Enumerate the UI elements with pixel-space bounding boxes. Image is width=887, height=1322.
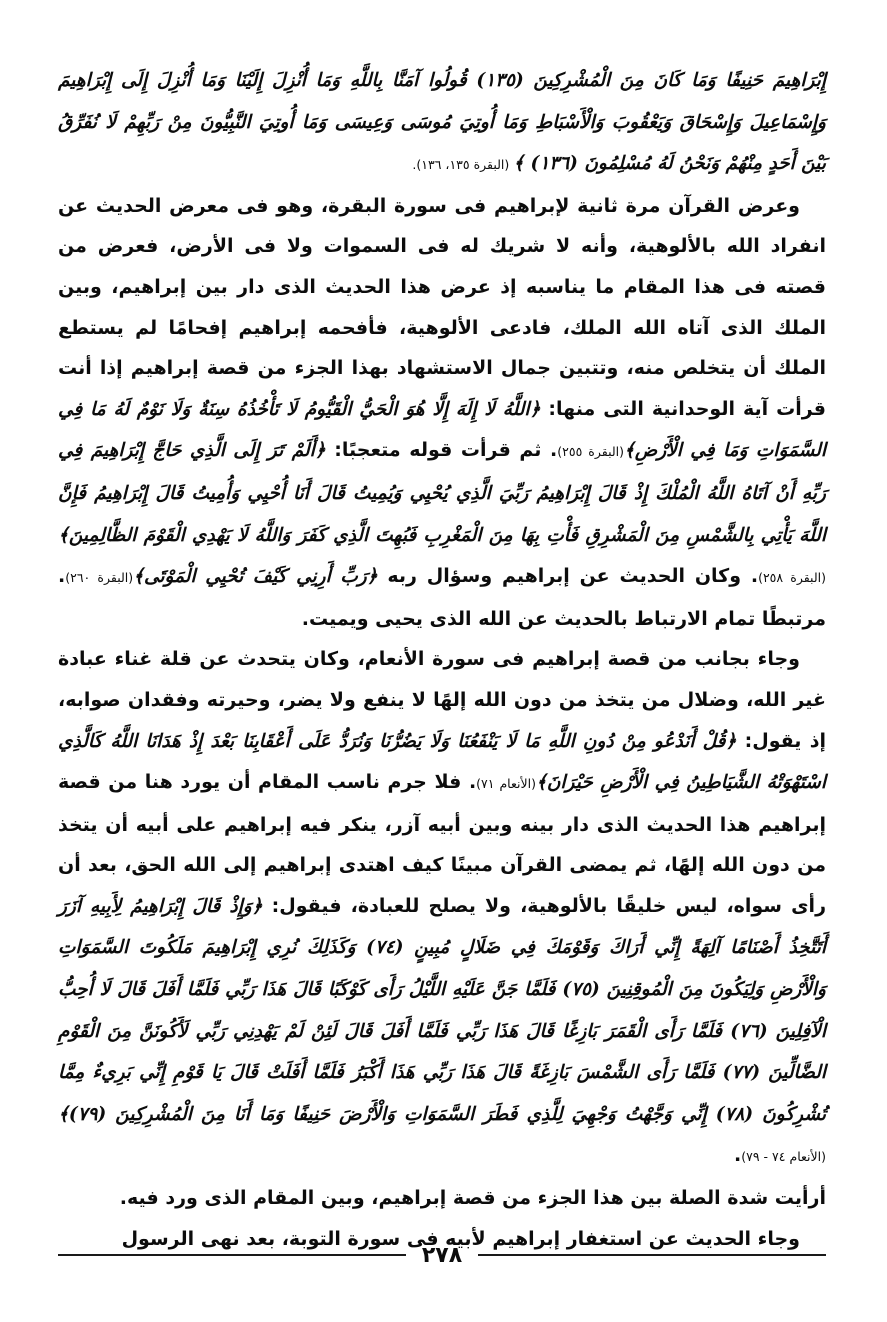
quran-verse: ﴿وَإِذْ قَالَ إِبْرَاهِيمُ لِأَبِيهِ آزَرَ أَتَتَّخِذُ أَصْنَامًا آلِهَةً إِنِّي أَرَاكَ وَقَوْمَكَ فِي ضَلَالٍ مُبِينٍ (٧٤) وَكَذَلِكَ نُرِي إِبْرَاهِيمَ مَلَكُوتَ السَّمَوَاتِ وَالْأَرْضِ وَلِيَكُونَ مِنَ الْمُوقِنِينَ (٧٥) فَلَمَّا جَنَّ عَلَيْهِ اللَّيْلُ رَأَى كَوْكَبًا قَالَ هَذَا رَبِّي فَلَمَّا أَفَلَ قَالَ لَا أُحِبُّ الْآفِلِينَ (٧٦) فَلَمَّا رَأَى الْقَمَرَ بَازِغًا قَالَ هَذَا رَبِّي فَلَمَّا أَفَلَ قَالَ لَئِنْ لَمْ يَهْدِنِي رَبِّي لَأَكُونَنَّ مِنَ الْقَوْمِ الضَّالِّينَ (٧٧) فَلَمَّا رَأَى الشَّمْسَ بَازِغَةً قَالَ هَذَا رَبِّي هَذَا أَكْبَرُ فَلَمَّا أَفَلَتْ قَالَ يَا قَوْمِ إِنِّي بَرِيءٌ مِمَّا تُشْرِكُونَ (٧٨) إِنِّي وَجَّهْتُ وَجْهِيَ لِلَّذِي فَطَرَ السَّمَوَاتِ وَالْأَرْضَ حَنِيفًا وَمَا أَنَا مِنَ الْمُشْرِكِينَ (٧٩)﴾ [58,895,827,1125]
page-body [58,60,826,1259]
verse-reference: (البقرة ٢٥٥) [557,444,624,460]
page-footer [58,1240,826,1270]
body-text: أرأيت شدة الصلة بين هذا الجزء من قصة إبراهيم، وبين المقام الذى ورد فيه. [119,1187,826,1210]
footer-rule-right [478,1254,826,1256]
page-number: ٢٧٨ [421,1242,463,1268]
quran-verse: ﴿أَلَمْ تَرَ إِلَى الَّذِي حَاجَّ إِبْرَاهِيمَ فِي رَبِّهِ أَنْ آتَاهُ اللَّهُ الْمُلْكَ إِذْ قَالَ إِبْرَاهِيمُ رَبِّيَ الَّذِي يُحْيِي وَيُمِيتُ قَالَ أَنَا أُحْيِي وَأُمِيتُ قَالَ إِبْرَاهِيمُ فَإِنَّ اللَّهَ يَأْتِي بِالشَّمْسِ مِنَ الْمَشْرِقِ فَأْتِ بِهَا مِنَ الْمَغْرِبِ فَبُهِتَ الَّذِي كَفَرَ وَاللَّهُ لَا يَهْدِي الْقَوْمَ الظَّالِمِينَ﴾ [58,440,826,546]
body-text: . مرتبطًا تمام الارتباط بالحديث عن الله الذى يحيى ويميت. [58,565,826,630]
verse-reference: (الأنعام ٧١) [476,776,536,792]
paragraph-p3 [58,639,826,1178]
book-page [58,60,826,1260]
footer-rule-left [58,1254,406,1256]
quran-verse: ﴿رَبِّ أَرِنِي كَيْفَ تُحْيِي الْمَوْتَى﴾ [133,566,378,588]
quran-verse: إِبْرَاهِيمَ حَنِيفًا وَمَا كَانَ مِنَ الْمُشْرِكِينَ (١٣٥) قُولُوا آمَنَّا بِاللَّهِ وَمَا أُنْزِلَ إِلَيْنَا وَمَا أُنْزِلَ إِلَى إِبْرَاهِيمَ وَإِسْمَاعِيلَ وَإِسْحَاقَ وَيَعْقُوبَ وَالْأَسْبَاطِ وَمَا أُوتِيَ مُوسَى وَعِيسَى وَمَا أُوتِيَ النَّبِيُّونَ مِنْ رَبِّهِمْ لَا نُفَرِّقُ بَيْنَ أَحَدٍ مِنْهُمْ وَنَحْنُ لَهُ مُسْلِمُونَ (١٣٦) ﴾ [58,70,826,175]
verse-reference: (الأنعام ٧٤ - ٧٩) [741,1149,826,1165]
paragraph-p1 [58,60,826,186]
verse-reference: (البقرة ٢٥٨) [758,570,826,586]
body-text: وعرض القرآن مرة ثانية لإبراهيم فى سورة البقرة، وهو فى معرض الحديث عن انفراد الله بالألوهية، وأنه لا شريك له فى السموات ولا فى الأرض، فعرض من قصته فى هذا المقام ما يناسبه إذ عرض هذا الحديث الذى دار بين إبراهيم، وبين الملك الذى آتاه الله الملك، فادعى الألوهية، فأفحمه إبراهيم إفحامًا لم يستطع الملك أن يتخلص منه، وتتبين جمال الاستشهاد بهذا الجزء من قصة إبراهيم إذا أنت قرأت آية الوحدانية التى منها: [58,194,826,420]
paragraph-p4 [58,1178,826,1219]
body-text: . فلا جرم ناسب المقام أن يورد هنا من قصة إبراهيم هذا الحديث الذى دار بينه وبين أبيه آزر، ينكر فيه إبراهيم على أبيه أن يتخذ من دون الله إلهًا، ثم يمضى القرآن مبينًا كيف اهتدى إبراهيم إلى الله الحق، بعد أن رأى سواه، ليس خليقًا بالألوهية، ولا يصلح للعبادة، فيقول: [58,771,827,917]
verse-reference: (البقرة ٢٦٠) [65,570,134,586]
quran-verse: ﴿قُلْ أَنَدْعُو مِنْ دُونِ اللَّهِ مَا لَا يَنْفَعُنَا وَلَا يَضُرُّنَا وَنُرَدُّ عَلَى أَعْقَابِنَا بَعْدَ إِذْ هَدَانَا اللَّهُ كَالَّذِي اسْتَهْوَتْهُ الشَّيَاطِينُ فِي الْأَرْضِ حَيْرَانَ﴾ [58,730,826,794]
paragraph-p2 [58,186,826,640]
verse-reference: (البقرة ١٣٥، ١٣٦). [412,157,514,173]
body-text: . وكان الحديث عن إبراهيم وسؤال ربه [377,565,759,588]
body-text: . ثم قرأت قوله متعجبًا: [325,439,558,462]
body-text: وجاء بجانب من قصة إبراهيم فى سورة الأنعام، وكان يتحدث عن قلة غناء عبادة غير الله، وضلال من يتخذ من دون الله إلهًا لا ينفع ولا يضر، وحيرته وفقدان صوابه، إذ يقول: [58,648,826,752]
body-text: . [734,1144,742,1167]
quran-verse: ﴿اللَّهُ لَا إِلَهَ إِلَّا هُوَ الْحَيُّ الْقَيُّومُ لَا تَأْخُذُهُ سِنَةٌ وَلَا نَوْمٌ لَهُ مَا فِي السَّمَوَاتِ وَمَا فِي الْأَرْضِ﴾ [58,398,826,462]
body-text: وجاء الحديث عن استغفار إبراهيم لأبيه فى سورة التوبة، بعد نهى الرسول [121,1227,800,1250]
